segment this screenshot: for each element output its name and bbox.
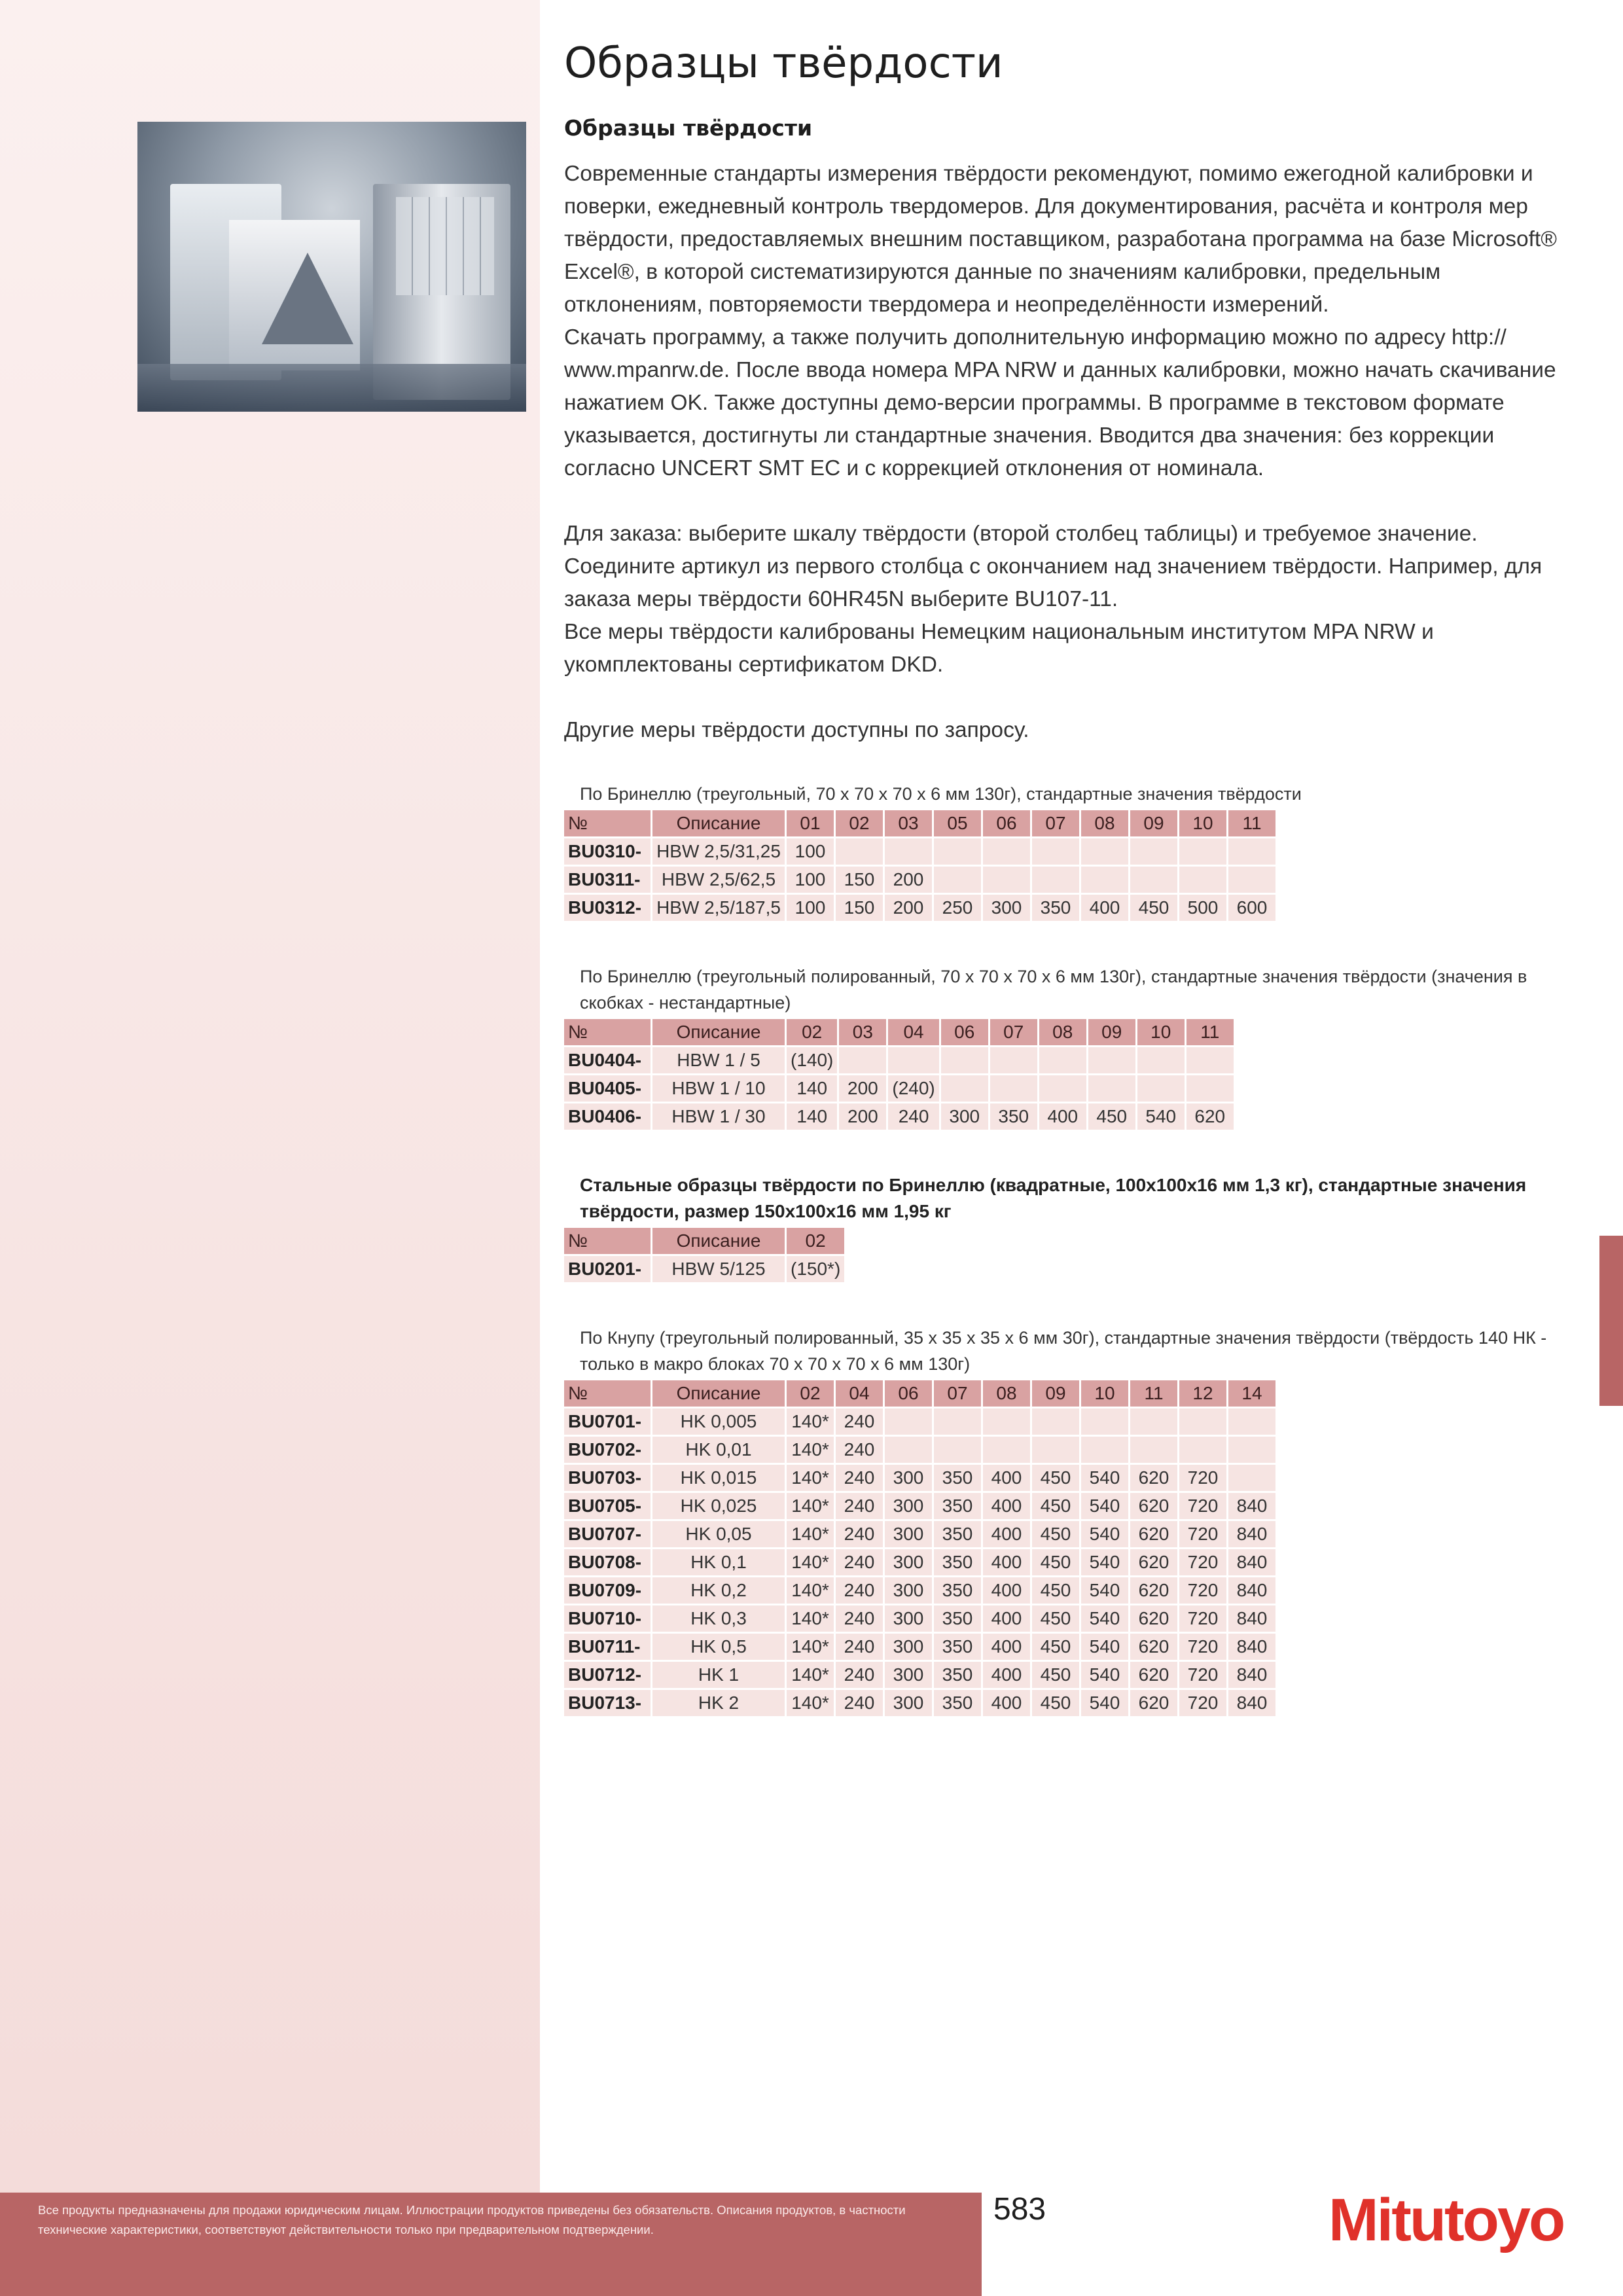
table-header-cell: 02 (787, 1228, 844, 1254)
value-cell: 840 (1228, 1521, 1275, 1547)
table-header-cell: 08 (1081, 810, 1128, 836)
value-cell: 540 (1081, 1605, 1128, 1632)
table-row (564, 1493, 1275, 1519)
value-cell (1186, 1047, 1234, 1073)
spec-table (562, 808, 1277, 923)
value-cell (1137, 1047, 1185, 1073)
footer-disclaimer: Все продукты предназначены для продажи юридическим лицам. Иллюстрации продуктов приведены без обязательств. Описания продуктов, в частности технические характеристики, соответствуют действительности только при предварительном подтверждении. (38, 2203, 906, 2236)
table-header-cell: 07 (1032, 810, 1079, 836)
value-cell: 450 (1032, 1465, 1079, 1491)
value-cell (983, 1408, 1030, 1435)
description-cell: HK 0,005 (652, 1408, 785, 1435)
value-cell (1039, 1075, 1086, 1102)
table-header-cell: 11 (1228, 810, 1275, 836)
description-cell: HBW 1 / 5 (652, 1047, 785, 1073)
value-cell: 350 (934, 1634, 981, 1660)
description-cell: HK 0,2 (652, 1577, 785, 1604)
value-cell (1228, 1408, 1275, 1435)
value-cell: 150 (836, 895, 883, 921)
table-header-cell: 06 (885, 1380, 932, 1407)
value-cell (1081, 867, 1128, 893)
description-cell: HK 0,025 (652, 1493, 785, 1519)
table-header-cell: 04 (836, 1380, 883, 1407)
value-cell: 720 (1179, 1549, 1226, 1575)
value-cell (1179, 838, 1226, 865)
table-header-cell: 07 (934, 1380, 981, 1407)
value-cell: 350 (934, 1690, 981, 1716)
value-cell: 140 (787, 1075, 837, 1102)
table-row (564, 1408, 1275, 1435)
article-code-cell: BU0405- (564, 1075, 651, 1102)
table-row (564, 1690, 1275, 1716)
article-code-cell: BU0708- (564, 1549, 651, 1575)
value-cell: 240 (836, 1662, 883, 1688)
value-cell: 350 (934, 1605, 981, 1632)
value-cell: 240 (836, 1605, 883, 1632)
value-cell: 250 (934, 895, 981, 921)
value-cell: 620 (1130, 1549, 1177, 1575)
table-header-cell: 03 (885, 810, 932, 836)
table-header-row (564, 810, 1275, 836)
table-header-cell: № (564, 1228, 651, 1254)
value-cell (885, 838, 932, 865)
description-cell: HK 0,1 (652, 1549, 785, 1575)
value-cell: 200 (839, 1103, 886, 1130)
article-code-cell: BU0711- (564, 1634, 651, 1660)
value-cell: 620 (1130, 1577, 1177, 1604)
value-cell: 450 (1032, 1549, 1079, 1575)
value-cell (1179, 1408, 1226, 1435)
value-cell (836, 838, 883, 865)
section-subtitle: Образцы твёрдости (564, 115, 813, 141)
value-cell: 400 (983, 1549, 1030, 1575)
value-cell (990, 1047, 1037, 1073)
value-cell: (150*) (787, 1256, 844, 1282)
value-cell: 140* (787, 1662, 834, 1688)
article-code-cell: BU0710- (564, 1605, 651, 1632)
value-cell: 450 (1130, 895, 1177, 921)
value-cell: 350 (934, 1662, 981, 1688)
calibration-paragraph: Все меры твёрдости калиброваны Немецким национальным институтом MPA NRW и укомплектованы сертификатом DKD. (564, 620, 1434, 677)
value-cell: 350 (934, 1549, 981, 1575)
main-content (564, 39, 1572, 1718)
value-cell: 450 (1032, 1521, 1079, 1547)
value-cell: 350 (934, 1493, 981, 1519)
value-cell (1186, 1075, 1234, 1102)
page-title: Образцы твёрдости (564, 39, 1003, 88)
value-cell: 840 (1228, 1605, 1275, 1632)
description-cell: HK 1 (652, 1662, 785, 1688)
value-cell: 540 (1081, 1577, 1128, 1604)
table-row (564, 1521, 1275, 1547)
table-header-cell: 11 (1130, 1380, 1177, 1407)
spec-table-block (568, 963, 1572, 1132)
value-cell: (140) (787, 1047, 837, 1073)
value-cell: 100 (787, 895, 834, 921)
table-header-cell: 01 (787, 810, 834, 836)
value-cell: 540 (1137, 1103, 1185, 1130)
value-cell (934, 838, 981, 865)
value-cell: 720 (1179, 1465, 1226, 1491)
value-cell (888, 1047, 938, 1073)
value-cell: 540 (1081, 1549, 1128, 1575)
description-cell: HBW 2,5/62,5 (652, 867, 785, 893)
value-cell (1081, 838, 1128, 865)
value-cell: 720 (1179, 1605, 1226, 1632)
value-cell: 840 (1228, 1690, 1275, 1716)
value-cell: 400 (983, 1493, 1030, 1519)
value-cell: 140* (787, 1690, 834, 1716)
value-cell: 240 (836, 1521, 883, 1547)
value-cell: 350 (934, 1577, 981, 1604)
value-cell (1228, 1465, 1275, 1491)
value-cell (1039, 1047, 1086, 1073)
order-paragraph: Для заказа: выберите шкалу твёрдости (второй столбец таблицы) и требуемое значение. Соедините артикул из первого столбца с окончанием над значением твёрдости. Например, для заказа меры твёрдости 60HR45N выберите BU107-11. (564, 522, 1543, 611)
value-cell: 720 (1179, 1634, 1226, 1660)
table-caption: По Бринеллю (треугольный, 70 x 70 x 70 x 6 мм 130г), стандартные значения твёрдости (580, 784, 1302, 804)
table-header-cell: Описание (652, 1228, 785, 1254)
value-cell: 240 (836, 1493, 883, 1519)
value-cell: 300 (941, 1103, 988, 1130)
value-cell: 300 (885, 1521, 932, 1547)
article-code-cell: BU0406- (564, 1103, 651, 1130)
article-code-cell: BU0703- (564, 1465, 651, 1491)
table-header-cell: 10 (1137, 1019, 1185, 1045)
value-cell: 840 (1228, 1549, 1275, 1575)
value-cell: 540 (1081, 1690, 1128, 1716)
article-code-cell: BU0404- (564, 1047, 651, 1073)
value-cell: 140* (787, 1408, 834, 1435)
value-cell (1228, 838, 1275, 865)
table-header-cell: 10 (1179, 810, 1226, 836)
value-cell (983, 1437, 1030, 1463)
value-cell (1228, 867, 1275, 893)
value-cell (983, 838, 1030, 865)
value-cell (839, 1047, 886, 1073)
value-cell (1032, 1437, 1079, 1463)
table-row (564, 1075, 1234, 1102)
value-cell (1088, 1075, 1135, 1102)
value-cell: 140* (787, 1605, 834, 1632)
table-header-cell: 05 (934, 810, 981, 836)
value-cell: 150 (836, 867, 883, 893)
value-cell: 450 (1032, 1577, 1079, 1604)
article-code-cell: BU0701- (564, 1408, 651, 1435)
table-header-cell: 09 (1088, 1019, 1135, 1045)
table-header-cell: 06 (941, 1019, 988, 1045)
value-cell: 300 (885, 1605, 932, 1632)
article-code-cell: BU0702- (564, 1437, 651, 1463)
value-cell: 620 (1130, 1634, 1177, 1660)
description-cell: HK 0,05 (652, 1521, 785, 1547)
table-header-row (564, 1019, 1234, 1045)
value-cell: 450 (1032, 1605, 1079, 1632)
description-cell: HBW 2,5/187,5 (652, 895, 785, 921)
value-cell: 720 (1179, 1662, 1226, 1688)
table-header-cell: № (564, 1380, 651, 1407)
value-cell (1081, 1437, 1128, 1463)
table-header-cell: 02 (836, 810, 883, 836)
table-header-cell: 10 (1081, 1380, 1128, 1407)
description-cell: HBW 1 / 10 (652, 1075, 785, 1102)
value-cell: 400 (983, 1690, 1030, 1716)
spec-table-block (568, 781, 1572, 923)
value-cell: 300 (885, 1465, 932, 1491)
table-row (564, 1577, 1275, 1604)
spec-table (562, 1378, 1277, 1718)
value-cell: 350 (990, 1103, 1037, 1130)
value-cell: 450 (1032, 1634, 1079, 1660)
table-header-cell: 03 (839, 1019, 886, 1045)
value-cell: 300 (885, 1493, 932, 1519)
value-cell: 140 (787, 1103, 837, 1130)
spec-table (562, 1017, 1236, 1132)
table-header-cell: 08 (1039, 1019, 1086, 1045)
table-header-cell: 02 (787, 1380, 834, 1407)
value-cell: 620 (1130, 1493, 1177, 1519)
table-header-row (564, 1380, 1275, 1407)
value-cell (1032, 867, 1079, 893)
product-photo (137, 122, 526, 412)
download-paragraph: Скачать программу, а также получить дополнительную информацию можно по адресу http:// www.mpanrw.de. После ввода номера MPA NRW и данных калибровки, можно начать скачивание нажатием OK. Также доступны демо-версии программы. В программе в текстовом формате указывается, достигнуты ли стандартные значения. Вводится два значения: без коррекции согласно UNCERT SMT EC и с коррекцией отклонения от номинала. (564, 325, 1556, 480)
article-code-cell: BU0713- (564, 1690, 651, 1716)
table-row (564, 1465, 1275, 1491)
value-cell (934, 1408, 981, 1435)
value-cell: 450 (1032, 1690, 1079, 1716)
spec-tables (564, 781, 1572, 1718)
table-row (564, 1103, 1234, 1130)
value-cell: 240 (836, 1408, 883, 1435)
table-header-row (564, 1228, 844, 1254)
brand-logo: Mitutoyo (1329, 2187, 1564, 2253)
table-row (564, 1047, 1234, 1073)
spec-table-block (568, 1325, 1572, 1718)
description-cell: HK 0,3 (652, 1605, 785, 1632)
value-cell (934, 1437, 981, 1463)
table-header-cell: 06 (983, 810, 1030, 836)
table-header-cell: 09 (1032, 1380, 1079, 1407)
value-cell: 300 (885, 1690, 932, 1716)
table-row (564, 1437, 1275, 1463)
table-header-cell: 14 (1228, 1380, 1275, 1407)
value-cell: 400 (1081, 895, 1128, 921)
article-code-cell: BU0705- (564, 1493, 651, 1519)
value-cell (1228, 1437, 1275, 1463)
description-cell: HK 0,01 (652, 1437, 785, 1463)
value-cell (1032, 1408, 1079, 1435)
value-cell: 540 (1081, 1493, 1128, 1519)
value-cell (1130, 1408, 1177, 1435)
value-cell: 540 (1081, 1634, 1128, 1660)
value-cell (990, 1075, 1037, 1102)
table-header-cell: № (564, 1019, 651, 1045)
value-cell: 140* (787, 1437, 834, 1463)
spec-table-block (568, 1172, 1572, 1284)
article-code-cell: BU0707- (564, 1521, 651, 1547)
value-cell: 840 (1228, 1634, 1275, 1660)
value-cell: 240 (836, 1577, 883, 1604)
value-cell (1081, 1408, 1128, 1435)
description-cell: HBW 5/125 (652, 1256, 785, 1282)
article-code-cell: BU0311- (564, 867, 651, 893)
value-cell: 450 (1032, 1662, 1079, 1688)
description-cell: HK 0,015 (652, 1465, 785, 1491)
value-cell (941, 1047, 988, 1073)
value-cell: 400 (983, 1662, 1030, 1688)
value-cell: 350 (934, 1465, 981, 1491)
table-header-cell: Описание (652, 1019, 785, 1045)
value-cell: 620 (1130, 1465, 1177, 1491)
spec-table (562, 1226, 846, 1284)
table-header-cell: 08 (983, 1380, 1030, 1407)
value-cell: 200 (885, 895, 932, 921)
table-row (564, 895, 1275, 921)
description-cell: HBW 2,5/31,25 (652, 838, 785, 865)
value-cell (885, 1408, 932, 1435)
value-cell: 400 (983, 1634, 1030, 1660)
value-cell (1130, 867, 1177, 893)
table-caption: По Кнупу (треугольный полированный, 35 x 35 x 35 x 6 мм 30г), стандартные значения твёрдости (твёрдость 140 НК - только в макро блоках 70 x 70 x 70 x 6 мм 130г) (580, 1328, 1547, 1374)
value-cell: 720 (1179, 1493, 1226, 1519)
table-row (564, 838, 1275, 865)
value-cell: 540 (1081, 1465, 1128, 1491)
value-cell: 100 (787, 867, 834, 893)
value-cell: 620 (1130, 1662, 1177, 1688)
table-row (564, 1605, 1275, 1632)
article-code-cell: BU0310- (564, 838, 651, 865)
value-cell: 620 (1186, 1103, 1234, 1130)
value-cell: 240 (888, 1103, 938, 1130)
value-cell (983, 867, 1030, 893)
table-header-cell: Описание (652, 1380, 785, 1407)
table-row (564, 1549, 1275, 1575)
description-cell: HBW 1 / 30 (652, 1103, 785, 1130)
value-cell: 400 (983, 1577, 1030, 1604)
value-cell (1130, 838, 1177, 865)
value-cell (941, 1075, 988, 1102)
value-cell: 600 (1228, 895, 1275, 921)
value-cell: 240 (836, 1549, 883, 1575)
value-cell: 240 (836, 1634, 883, 1660)
value-cell (1130, 1437, 1177, 1463)
value-cell: 100 (787, 838, 834, 865)
value-cell: 620 (1130, 1605, 1177, 1632)
value-cell: 400 (1039, 1103, 1086, 1130)
table-header-cell: 11 (1186, 1019, 1234, 1045)
article-code-cell: BU0312- (564, 895, 651, 921)
value-cell: 300 (983, 895, 1030, 921)
article-code-cell: BU0712- (564, 1662, 651, 1688)
value-cell: 300 (885, 1662, 932, 1688)
value-cell: 140* (787, 1634, 834, 1660)
value-cell: 720 (1179, 1577, 1226, 1604)
table-caption: Стальные образцы твёрдости по Бринеллю (квадратные, 100x100x16 мм 1,3 кг), стандартные значения твёрдости, размер 150x100x16 мм 1,95 кг (580, 1175, 1527, 1221)
value-cell (1179, 867, 1226, 893)
value-cell: 200 (839, 1075, 886, 1102)
table-header-cell: Описание (652, 810, 785, 836)
value-cell: 450 (1032, 1493, 1079, 1519)
intro-paragraph: Современные стандарты измерения твёрдости рекомендуют, помимо ежегодной калибровки и поверки, ежедневный контроль твердомеров. Для документирования, расчёта и контроля мер твёрдости, предоставляемых внешним поставщиком, разработана программа на базе Microsoft® Excel®, в которой систематизируются данные по значениям калибровки, предельным отклонениям, повторяемости твердомера и неопределённости измерений. (564, 162, 1557, 317)
table-row (564, 1256, 844, 1282)
table-header-cell: 09 (1130, 810, 1177, 836)
value-cell: 540 (1081, 1521, 1128, 1547)
request-paragraph: Другие меры твёрдости доступны по запросу. (564, 718, 1029, 742)
value-cell: 300 (885, 1577, 932, 1604)
value-cell: 200 (885, 867, 932, 893)
table-row (564, 867, 1275, 893)
section-tab (1599, 1236, 1623, 1406)
value-cell: 240 (836, 1465, 883, 1491)
value-cell: 450 (1088, 1103, 1135, 1130)
value-cell: 720 (1179, 1521, 1226, 1547)
value-cell: 840 (1228, 1493, 1275, 1519)
value-cell: 350 (1032, 895, 1079, 921)
table-caption: По Бринеллю (треугольный полированный, 70 x 70 x 70 x 6 мм 130г), стандартные значения твёрдости (значения в скобках - нестандартные) (580, 967, 1527, 1013)
value-cell (934, 867, 981, 893)
table-header-cell: 02 (787, 1019, 837, 1045)
table-header-cell: 04 (888, 1019, 938, 1045)
article-code-cell: BU0709- (564, 1577, 651, 1604)
value-cell (885, 1437, 932, 1463)
value-cell: 840 (1228, 1577, 1275, 1604)
value-cell: 300 (885, 1634, 932, 1660)
value-cell: 140* (787, 1521, 834, 1547)
value-cell: 400 (983, 1465, 1030, 1491)
value-cell (1179, 1437, 1226, 1463)
value-cell: 540 (1081, 1662, 1128, 1688)
table-header-cell: 07 (990, 1019, 1037, 1045)
value-cell: 720 (1179, 1690, 1226, 1716)
value-cell: 140* (787, 1549, 834, 1575)
table-row (564, 1662, 1275, 1688)
value-cell (1032, 838, 1079, 865)
table-header-cell: 12 (1179, 1380, 1226, 1407)
value-cell: 400 (983, 1521, 1030, 1547)
page-number: 583 (993, 2192, 1046, 2227)
value-cell: 140* (787, 1465, 834, 1491)
value-cell: 140* (787, 1493, 834, 1519)
value-cell: 240 (836, 1437, 883, 1463)
value-cell: 840 (1228, 1662, 1275, 1688)
table-header-cell: № (564, 810, 651, 836)
description-cell: HK 2 (652, 1690, 785, 1716)
table-row (564, 1634, 1275, 1660)
value-cell: 500 (1179, 895, 1226, 921)
article-code-cell: BU0201- (564, 1256, 651, 1282)
value-cell: 140* (787, 1577, 834, 1604)
value-cell: 620 (1130, 1690, 1177, 1716)
value-cell: 400 (983, 1605, 1030, 1632)
value-cell: 240 (836, 1690, 883, 1716)
description-cell: HK 0,5 (652, 1634, 785, 1660)
value-cell (1137, 1075, 1185, 1102)
value-cell: (240) (888, 1075, 938, 1102)
value-cell: 300 (885, 1549, 932, 1575)
value-cell: 620 (1130, 1521, 1177, 1547)
value-cell: 350 (934, 1521, 981, 1547)
value-cell (1088, 1047, 1135, 1073)
